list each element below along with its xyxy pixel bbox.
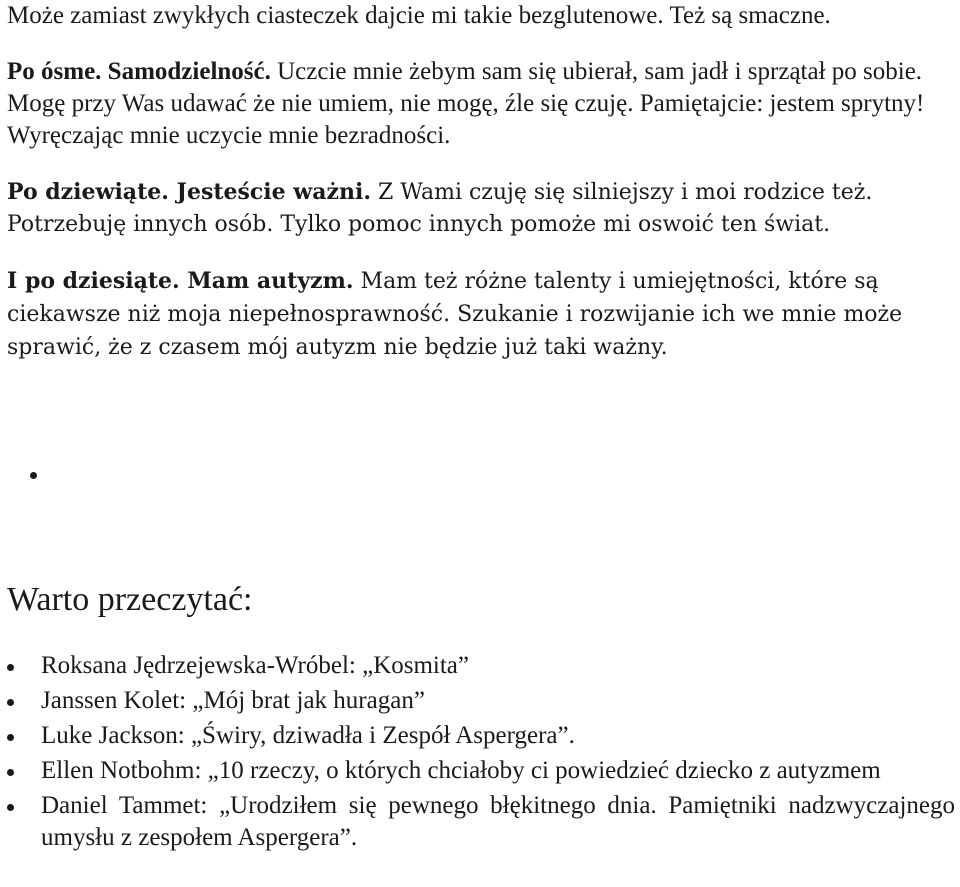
empty-list-item (30, 456, 37, 488)
list-item (7, 650, 955, 682)
book-entry: Ellen Notbohm: „10 rzeczy, o których chciałoby ci powiedzieć dziecko z autyzmem (41, 757, 881, 784)
book-entry: Janssen Kolet: „Mój brat jak huragan” (41, 687, 425, 714)
bullet-icon (7, 664, 14, 671)
paragraph-text: Uczcie mnie żebym sam się ubierał, sam jadł i sprzątał po sobie. Mogę przy Was udawać że nie umiem, nie mogę, źle się czuję. Pamiętajcie: jestem sprytny! Wyręczając mnie uczycie mnie bezradności. (7, 58, 925, 149)
paragraph-lead: Po ósme. Samodzielność. (7, 58, 271, 85)
paragraph-lead: I po dziesiąte. Mam autyzm. (7, 268, 354, 294)
bullet-icon (7, 699, 14, 706)
bullet-icon (7, 804, 14, 811)
list-item (7, 790, 955, 854)
list-item (7, 720, 955, 752)
list-item (7, 755, 955, 787)
list-item (7, 685, 955, 717)
book-entry: Daniel Tammet: „Urodziłem się pewnego błękitnego dnia. Pamiętniki nadzwyczajnego umysłu z zespołem Aspergera”. (41, 792, 955, 851)
bullet-icon (7, 769, 14, 776)
paragraph-text: Z Wami czuję się silniejszy i moi rodzice też. Potrzebuję innych osób. Tylko pomoc innych pomoże mi oswoić ten świat. (7, 180, 873, 237)
paragraph-ninth (7, 176, 955, 241)
paragraph-eighth (7, 56, 955, 152)
bullet-icon (30, 472, 37, 479)
paragraph-gluten-free (7, 0, 955, 32)
book-entry: Luke Jackson: „Świry, dziwadła i Zespół Aspergera”. (41, 722, 575, 749)
empty-bullet-list (30, 456, 37, 488)
bullet-icon (7, 734, 14, 741)
reading-list (7, 650, 955, 857)
paragraph-lead: Po dziewiąte. Jesteście ważni. (7, 179, 371, 205)
section-heading: Warto przeczytać: (7, 581, 253, 618)
paragraph-text: Może zamiast zwykłych ciasteczek dajcie mi takie bezglutenowe. Też są smaczne. (7, 2, 831, 29)
book-entry: Roksana Jędrzejewska-Wróbel: „Kosmita” (41, 652, 470, 679)
paragraph-text: Mam też różne talenty i umiejętności, które są ciekawsze niż moja niepełnosprawność. Szukanie i rozwijanie ich we mnie może sprawić, że z czasem mój autyzm nie będzie już taki ważny. (7, 269, 903, 360)
document-body (7, 0, 955, 388)
paragraph-tenth (7, 265, 955, 364)
